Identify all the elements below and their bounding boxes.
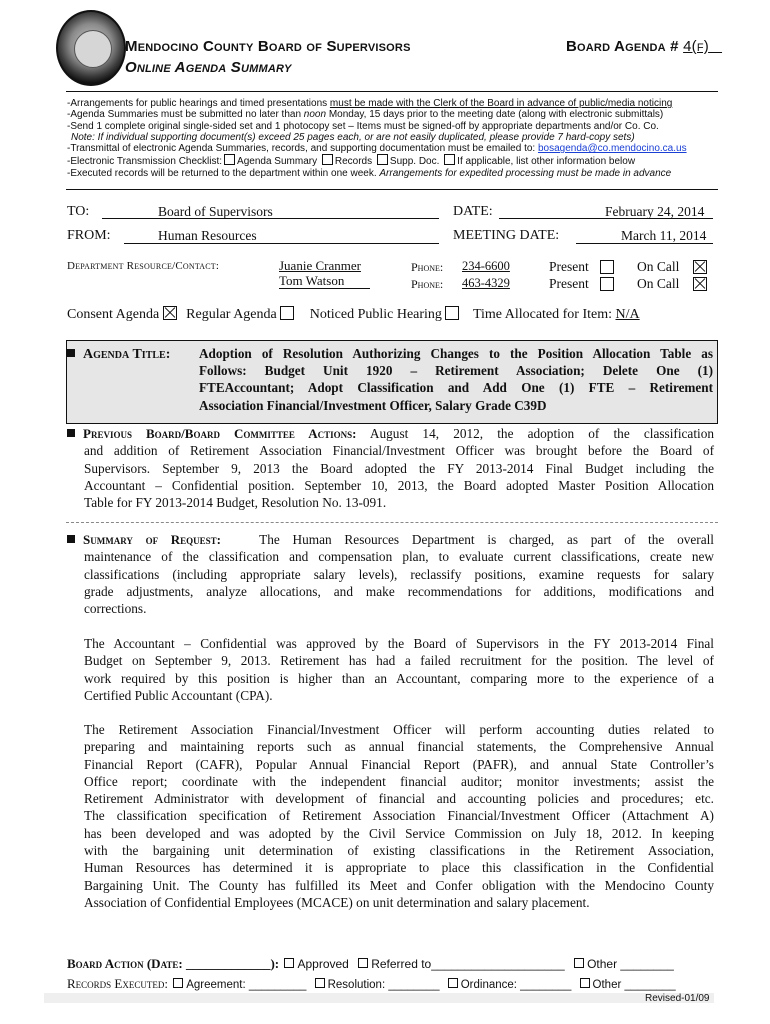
- date-value: February 24, 2014: [605, 204, 705, 219]
- bullet-square: [67, 349, 75, 357]
- resolution-label: Resolution: ________: [327, 979, 440, 991]
- other-action-checkbox[interactable]: [574, 958, 584, 968]
- agenda-label: Board Agenda #: [566, 38, 679, 55]
- approved-checkbox[interactable]: [284, 958, 294, 968]
- oncall-1-checkbox[interactable]: [693, 259, 707, 277]
- contact-label: Department Resource/Contact:: [67, 260, 220, 272]
- checkbox-supp-doc[interactable]: [377, 154, 388, 165]
- phone-label-2: Phone:: [411, 277, 444, 291]
- instruction-line: -Executed records will be returned to the department within one week. Arrangements for expedited processing must be made in advance: [67, 167, 672, 179]
- email-link[interactable]: bosagenda@co.mendocino.ca.us: [537, 143, 687, 155]
- oncall-2-label: On Call: [637, 276, 680, 291]
- agenda-title-text: Adoption of Resolution Authorizing Changes to the Position Allocation Table as Follows: Budget Unit 1920 – Retirement Association; Delete One (1) FTEAccountant; Adopt Classification and Add One (1) FTE – Retirement Association Financial/Investment Officer, Salary Grade C39D: [199, 346, 713, 413]
- consent-agenda-checkbox[interactable]: [163, 306, 177, 320]
- agenda-type-row: [67, 306, 640, 323]
- county-seal: [56, 10, 126, 86]
- contact-2: Tom Watson: [279, 273, 345, 288]
- records-executed-row: [67, 976, 676, 992]
- time-allocated-value: N/A: [615, 307, 640, 322]
- agreement-checkbox[interactable]: [173, 978, 183, 988]
- from-value: Human Resources: [158, 228, 257, 243]
- present-1-label: Present: [549, 259, 589, 274]
- noticed-hearing-checkbox[interactable]: [445, 306, 459, 320]
- regular-agenda-label: Regular Agenda: [186, 307, 277, 322]
- bullet-square: [67, 429, 75, 437]
- agreement-label: Agreement: _________: [186, 979, 307, 991]
- checkbox-agenda-summary[interactable]: [224, 154, 235, 165]
- summary-label: Summary of Request:: [83, 532, 222, 547]
- previous-actions: Previous Board/Board Committee Actions: August 14, 2012, the adoption of the classification and addition of Retirement Association Financial/Investment Officer was brought before the Board of Supervisors. September 9, 2013 the Board adopted the FY 2013-2014 Final Budget including the Accountant – Confidential position. September 10, 2013, the Board adopted Master Position Allocation Table for FY 2013-2014 Budget, Resolution No. 13-091.: [67, 425, 714, 511]
- previous-actions-label: Previous Board/Board Committee Actions:: [83, 426, 357, 441]
- bullet-square: [67, 535, 75, 543]
- phone-label-1: Phone:: [411, 260, 444, 274]
- approved-label: Approved: [297, 957, 349, 971]
- present-2-label: Present: [549, 276, 589, 291]
- present-1-checkbox[interactable]: [600, 259, 614, 277]
- date-label: DATE:: [453, 204, 493, 219]
- meeting-date-label: MEETING DATE:: [453, 228, 560, 243]
- summary-paragraph-1: Summary of Request: The Human Resources Department is charged, as part of the overall maintenance of the classification and compensation plan, to evaluate current classifications, create new classifications (including appropriate salary levels), reclassify positions, examine requests for salary grade adjustments, analyze allocations, and make recommendations for additions, modifications and corrections.: [67, 531, 714, 617]
- instruction-line: -Agenda Summaries must be submitted no later than noon Monday, 15 days prior to the meeting date (along with electronic submittals): [67, 109, 664, 121]
- ordinance-checkbox[interactable]: [448, 978, 458, 988]
- meeting-date-value: March 11, 2014: [621, 228, 707, 243]
- agenda-title-label-wrap: [67, 346, 170, 363]
- phone-1: 234-6600: [462, 259, 510, 273]
- records-executed-label: Records Executed:: [67, 976, 168, 991]
- seal-emblem: [74, 30, 112, 68]
- to-label: TO:: [67, 204, 90, 219]
- instructions-divider: [66, 189, 718, 190]
- phone-2: 463-4329: [462, 276, 510, 290]
- board-action-label: Board Action (Date: _____________):: [67, 956, 280, 971]
- to-value: Board of Supervisors: [158, 204, 273, 219]
- noticed-hearing-label: Noticed Public Hearing: [309, 307, 442, 322]
- instruction-line: -Transmittal of electronic Agenda Summaries, records, and supporting documentation must be emailed to: bosagenda@co.mendocino.ca.us: [67, 143, 687, 155]
- agenda-number: 4(f): [683, 38, 709, 55]
- contact-1: Juanie Cranmer: [279, 258, 361, 273]
- regular-agenda-checkbox[interactable]: [280, 306, 294, 320]
- ordinance-label: Ordinance: ________: [460, 979, 572, 991]
- other-record-checkbox[interactable]: [580, 978, 590, 988]
- agenda-title-label: Agenda Title:: [83, 347, 171, 362]
- oncall-1-label: On Call: [637, 259, 680, 274]
- referred-label: Referred to____________________: [371, 957, 565, 971]
- consent-agenda-label: Consent Agenda: [67, 307, 160, 322]
- instruction-line: -Electronic Transmission Checklist: Agenda Summary Records Supp. Doc. If applicable, list other information below: [67, 156, 636, 168]
- checkbox-records[interactable]: [322, 154, 333, 165]
- agenda-number-label: [566, 38, 722, 55]
- oncall-2-checkbox[interactable]: [693, 276, 707, 294]
- instruction-note: Note: If individual supporting document(s) exceed 25 pages each, or are not easily duplicated, please provide 7 hard-copy sets): [71, 131, 635, 143]
- board-action-row: [67, 956, 674, 972]
- instruction-line: -Send 1 complete original single-sided set and 1 photocopy set – Items must be signed-off by appropriate departments and/or Co. Co.: [67, 120, 659, 132]
- header-subtitle: Online Agenda Summary: [125, 59, 292, 76]
- header-divider: [66, 91, 718, 92]
- summary-paragraph-3: The Retirement Association Financial/Investment Officer will perform accounting duties related to preparing and maintaining reports such as annual financial statements, the Comprehensive Annual Financial Report (CAFR), Popular Annual Financial Report (PAFR), and annual State Controller’s Office report; coordinate with the independent financial auditor; monitor investments; assist the Retirement Administrator with development of financial and accounting policies and procedures; etc. The classification specification of Retirement Association Financial/Investment Officer (Attachment A) has been developed and was adopted by the Civil Service Commission on July 18, 2012. In keeping with the bargaining unit determination of existing classifications in the Retirement Association, Human Resources has determined it is appropriate to place this classification in the Confidential Bargaining Unit. The County has fulfilled its Meet and Confer obligation with the Mendocino County Association of Confidential Employees (MCACE) on unit determination and salary placement.: [84, 722, 714, 910]
- header-title: Mendocino County Board of Supervisors: [125, 38, 411, 55]
- instruction-line: -Arrangements for public hearings and timed presentations must be made with the Clerk of the Board in advance of public/media noticing: [67, 98, 673, 109]
- from-label: FROM:: [67, 228, 111, 243]
- footer-bar: [44, 993, 714, 1003]
- instructions-block: [67, 98, 727, 179]
- other-record-label: Other ________: [592, 979, 676, 991]
- present-2-checkbox[interactable]: [600, 276, 614, 294]
- contact-2-underline: [279, 288, 370, 289]
- other-action-label: Other ________: [587, 957, 674, 971]
- time-allocated-label: Time Allocated for Item:: [472, 307, 613, 322]
- checkbox-other-info[interactable]: [444, 154, 455, 165]
- resolution-checkbox[interactable]: [315, 978, 325, 988]
- summary-paragraph-2: The Accountant – Confidential was approved by the Board of Supervisors in the FY 2013-2014 Final Budget on September 9, 2013. Retirement has had a failed recruitment for the position. The level of work required by this position is higher than an Accountant, comparing more to the experience of a Certified Public Accountant (CPA).: [84, 636, 714, 703]
- referred-checkbox[interactable]: [358, 958, 368, 968]
- section-divider: [66, 522, 718, 523]
- revised-date: Revised-01/09: [645, 993, 710, 1004]
